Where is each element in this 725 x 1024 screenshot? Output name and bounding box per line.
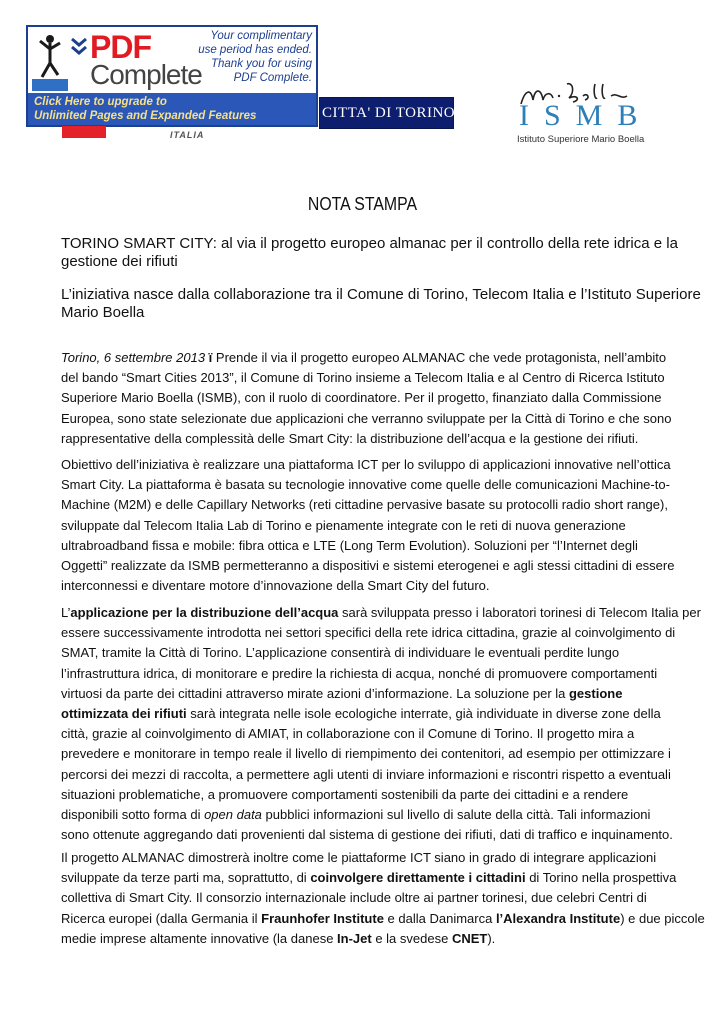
text-run: medie imprese altamente innovative (la danese	[61, 930, 338, 946]
paragraph-line: Smart City. La piattaforma è basata su tecnologie innovative come quelle delle comunicazioni Machine-to-	[61, 477, 670, 493]
bold-run: applicazione per la distribuzione dell’acqua	[70, 605, 339, 620]
paragraph-line: del bando “Smart Cities 2013”, il Comune di Torino insieme a Telecom Italia e al Centro di Ricerca Istituto	[61, 370, 665, 386]
italic-run: open data	[204, 807, 262, 823]
bold-run: In-Jet	[337, 930, 372, 946]
paragraph-line	[61, 868, 677, 888]
bold-run: coinvolgere direttamente i cittadini	[310, 870, 526, 886]
paragraph-line: essere successivamente introdotta nei settori specifici della rete idrica cittadina, grazie al coinvolgimento di	[61, 625, 676, 641]
text-run: Ricerca europei (dalla Germania il	[61, 910, 262, 926]
paragraph-consortium	[61, 848, 705, 949]
trial-message-line: PDF Complete.	[233, 72, 312, 84]
paragraph-line: prevedere e monitorare in tempo reale il livello di riempimento dei contenitori, ad esempio per ottimizzare i	[61, 746, 671, 762]
text-run: e dalla Danimarca	[383, 910, 496, 926]
trial-message-line: Your complimentary	[210, 30, 312, 42]
bold-run: ottimizzata dei rifiuti	[61, 706, 187, 722]
jumping-person-icon	[32, 31, 68, 91]
bold-run: CNET	[451, 930, 488, 946]
paragraph-line: città, grazie al coinvolgimento di AMIAT, in collaborazione con il Comune di Torino. Il progetto mira a	[61, 726, 635, 742]
paragraph-line: percorsi dei mezzi di raccolta, a permettere agli utenti di inviare informazioni e riscontri rispetto a eventuali	[61, 766, 671, 782]
paragraph-line: Europea, sono state selezionate due applicazioni che verranno sviluppate per la Città di Torino e che sono	[61, 410, 672, 426]
paragraph-line: sviluppate dal Telecom Italia Lab di Torino e pienamente integrate con le reti di nuova generazione	[61, 517, 626, 533]
paragraph-line: sono ottenute aggregando dati provenienti dal sistema di gestione dei rifiuti, dati di traffico e inquinamento.	[61, 827, 673, 843]
trial-message-line: use period has ended.	[198, 44, 312, 56]
bold-run: gestione	[568, 685, 623, 701]
text-run: e la svedese	[371, 930, 452, 946]
paragraph-line: Il progetto ALMANAC dimostrerà inoltre come le piattaforme ICT siano in grado di integrare applicazioni	[61, 850, 657, 865]
dateline: Torino, 6 settembre 2013	[61, 350, 209, 365]
text-run: pubblici informazioni sul livello di salute della città. Tali informazioni	[261, 807, 651, 823]
paragraph-objective	[61, 455, 675, 596]
paragraph-line: interconnessi e diventare motore d’innovazione della Smart City del futuro.	[61, 578, 490, 594]
paragraph-line: l’infrastruttura idrica, di monitorare e predire la richiesta di acqua, nonché di promuovere comportamenti	[61, 665, 658, 681]
headline-secondary: L’iniziativa nasce dalla collaborazione tra il Comune di Torino, Telecom Italia e l’Istituto Superiore Mario Boella	[61, 286, 701, 321]
text-run: ) e due piccole	[620, 910, 705, 926]
ismb-subtitle: Istituto Superiore Mario Boella	[517, 134, 645, 145]
upgrade-line[interactable]: Unlimited Pages and Expanded Features	[34, 110, 257, 122]
paragraph-line: Superiore Mario Boella (ISMB), con il ruolo di coordinatore. Per il progetto, finanziato dalla Commissione	[61, 390, 662, 406]
citta-di-torino-logo	[319, 97, 454, 129]
paragraph-line	[61, 704, 669, 724]
pdf-complete-banner[interactable]	[26, 25, 318, 127]
trial-message	[188, 29, 312, 85]
paragraph-line	[61, 603, 701, 623]
text-run: disponibili sotto forma di	[61, 807, 205, 823]
bold-run: l’Alexandra Institute	[495, 910, 621, 926]
paragraph-line: Obiettivo dell’iniziativa è realizzare una piattaforma ICT per lo sviluppo di applicazioni innovative nell’ottica	[61, 457, 671, 472]
paragraph-applications	[61, 603, 701, 845]
bold-run: Fraunhofer Institute	[261, 910, 384, 926]
headline-primary: TORINO SMART CITY: al via il progetto europeo almanac per il controllo della rete idrica e la gestione dei rifiuti	[61, 235, 678, 270]
upgrade-link[interactable]	[28, 93, 316, 125]
text-run: L’	[61, 605, 71, 620]
text-run: ).	[487, 930, 496, 946]
paragraph-line	[61, 929, 669, 949]
text-run: sviluppate da terze parti ma, soprattutto, di	[61, 870, 311, 886]
paragraph-line: Oggetti” realizzate da ISMB permetteranno a dispositivi e sistemi eterogenei e agli stessi cittadini di essere	[61, 558, 675, 574]
telecom-logo-mark	[62, 126, 106, 138]
upgrade-line[interactable]: Click Here to upgrade to	[34, 96, 167, 108]
paragraph-intro	[61, 348, 672, 449]
text-run: sarà integrata nelle isole ecologiche interrate, già individuate in diverse zone della	[186, 706, 661, 722]
paragraph-line: ultrabroadband fissa e mobile: fibra ottica e LTE (Long Term Evolution). Soluzioni per “l’Internet degli	[61, 537, 638, 553]
paragraph-line	[61, 805, 669, 825]
paragraph-line: situazioni problematiche, a promuovere comportamenti sostenibili da parte dei cittadini e a rendere	[61, 786, 629, 802]
paragraph-line: SMAT, tramite la Città di Torino. L’applicazione consentirà di individuare le eventuali perdite lungo	[61, 645, 620, 661]
complete-logo-text: Complete	[90, 59, 202, 90]
paragraph-line	[61, 909, 705, 929]
paragraph-line	[61, 684, 669, 704]
upgrade-text[interactable]	[34, 95, 256, 123]
telecom-italia-label: ITALIA	[170, 130, 205, 140]
chevron-logo-icon	[70, 35, 88, 57]
paragraph-line: rappresentative della complessità delle Smart City: la distribuzione dell’acqua e la gestione dei rifiuti.	[61, 430, 639, 446]
text-run: virtuosi da parte dei cittadini attraverso mirate azioni d’informazione. La soluzione per la	[61, 685, 569, 701]
separator-glyph: ï	[208, 350, 213, 365]
text-run: di Torino nella prospettiva	[525, 870, 677, 886]
document-title: NOTA STAMPA	[307, 194, 418, 214]
pdf-logo-text: PDF	[90, 29, 151, 65]
paragraph-line: Machine (M2M) e delle Capillary Networks (reti cittadine pervasive basate su protocolli radio short range),	[61, 497, 668, 513]
text-run: Prende il via il progetto europeo ALMANAC che vede protagonista, nell’ambito	[212, 350, 667, 365]
ismb-letters: ISMB	[519, 99, 653, 132]
paragraph-line	[61, 348, 669, 368]
paragraph-line: collettiva di Smart City. Il consorzio internazionale include oltre ai partner torinesi, due celebri Centri di	[61, 890, 647, 906]
trial-message-line: Thank you for using	[210, 58, 312, 70]
text-run: sarà sviluppata presso i laboratori torinesi di Telecom Italia per	[338, 605, 701, 620]
pdf-complete-logo-area	[28, 27, 316, 93]
torino-logo-text: CITTA' DI TORINO	[322, 105, 456, 121]
